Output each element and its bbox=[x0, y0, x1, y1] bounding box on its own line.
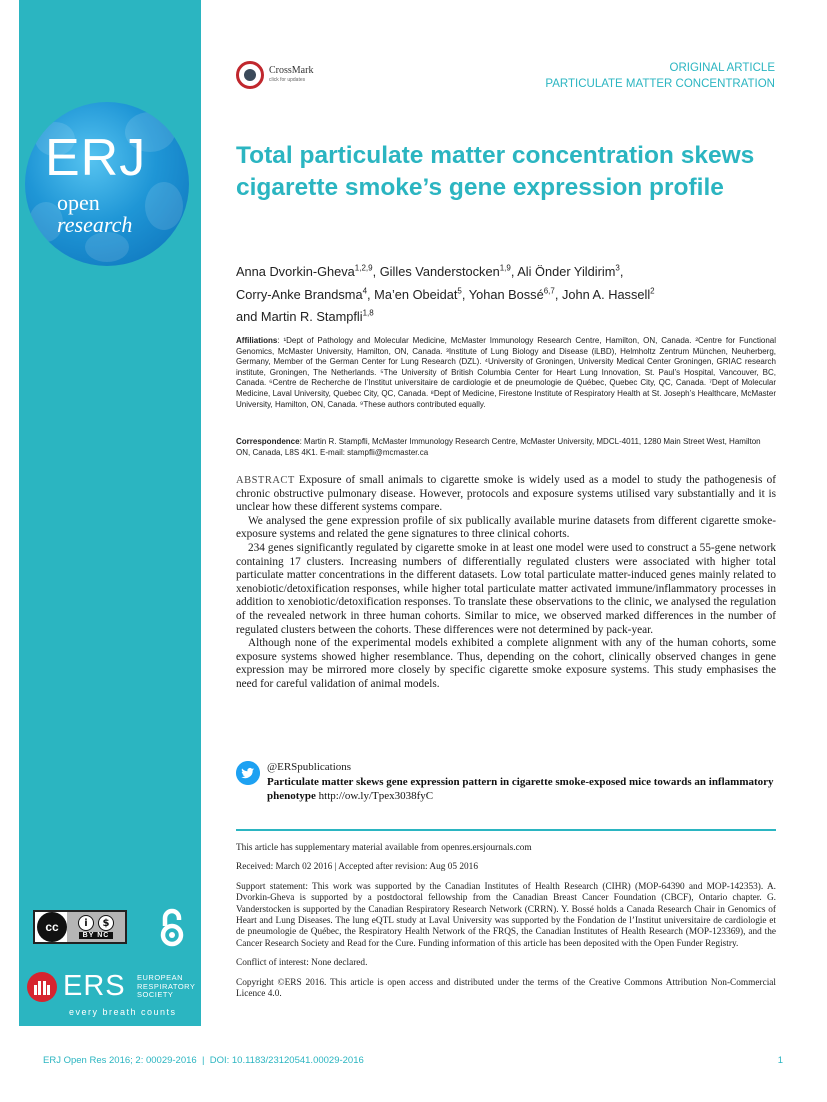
logo-erj-text: ERJ bbox=[45, 129, 147, 187]
abstract-label: ABSTRACT bbox=[236, 475, 295, 486]
abstract-paragraph: 234 genes significantly regulated by cigarette smoke in at least one model were used to construct a 55-gene network containing 17 clusters. Increasing numbers of differentially regulated clusters were associated with higher total particulate matter concentrations in the different datasets. Low total particulate matter-induced genes mainly related to xenobiotic/detoxification responses, while higher total particulate matter activated immune/inflammatory processes in addition to xenobiotic/detoxification responses. To translate these observations to the clinic, we analysed the regulation of the revealed network in three human cohorts. Similar to mice, we observed marked differences in the number of regulated clusters between the cohorts. These differences were not determined by pack-year. bbox=[236, 541, 776, 636]
received-dates: Received: March 02 2016 | Accepted after revision: Aug 05 2016 bbox=[236, 862, 478, 873]
correspondence-text: : Martin R. Stampfli, McMaster Immunology Research Centre, McMaster University, MDCL-4011, 1280 Main Street West, Hamilton ON, Canada, L8S 4K1. E-mail: stampfli@mcmaster.ca bbox=[236, 437, 761, 457]
article-type-line2: PARTICULATE MATTER CONCENTRATION bbox=[545, 78, 775, 90]
affiliations bbox=[236, 336, 776, 410]
correspondence bbox=[236, 437, 776, 458]
article-title: Total particulate matter concentration skews cigarette smoke’s gene expression profile bbox=[236, 142, 755, 201]
copyright: Copyright ©ERS 2016. This article is open access and distributed under the terms of the Creative Commons Attribution Non-Commercial Licence 4.0. bbox=[236, 977, 776, 1000]
cc-icon: cc bbox=[37, 912, 67, 942]
abstract bbox=[236, 474, 776, 692]
supplementary-note: This article has supplementary material available from openres.ersjournals.com bbox=[236, 843, 532, 853]
crossmark-badge[interactable] bbox=[236, 61, 326, 91]
attribution-icon: i bbox=[78, 915, 94, 931]
ers-society-name: EUROPEAN RESPIRATORY SOCIETY bbox=[137, 973, 196, 999]
ers-lungs-icon bbox=[27, 972, 57, 1002]
article-type bbox=[545, 60, 775, 92]
conflict-of-interest: Conflict of interest: None declared. bbox=[236, 958, 368, 969]
crossmark-sub: click for updates bbox=[269, 77, 306, 83]
author: Yohan Bossé$^{6,7}$, bbox=[468, 286, 562, 302]
author: Ma’en Obeidat$^5$, bbox=[374, 286, 469, 302]
page-number: 1 bbox=[777, 1055, 783, 1066]
ers-logo[interactable] bbox=[27, 970, 195, 1020]
author: John A. Hassell$^2$ bbox=[561, 286, 655, 302]
article-type-line1: ORIGINAL ARTICLE bbox=[669, 62, 775, 74]
author: and Martin R. Stampfli$^{1,8}$ bbox=[236, 308, 374, 324]
cc-by-nc-label: BY NC bbox=[79, 932, 114, 939]
abstract-paragraph: Although none of the experimental models exhibited a complete alignment with any of the human cohorts, some exposure systems showed higher resemblance. Thus, depending on the cohort, clinically observed changes in gene expression may be mirrored more closely by specific cigarette smoke exposure systems. This study emphasises the need for careful validation of animal models. bbox=[236, 637, 776, 690]
tweet-handle[interactable]: @ERSpublications bbox=[267, 761, 352, 773]
logo-research-text: research bbox=[57, 212, 133, 237]
tweet-block bbox=[236, 761, 776, 807]
abstract-paragraph: We analysed the gene expression profile of six publically available murine datasets from different cigarette smoke-exposure systems and related the gene signatures to three clinical cohorts. bbox=[236, 514, 776, 541]
crossmark-icon bbox=[236, 61, 264, 89]
affiliations-text: : ¹Dept of Pathology and Molecular Medicine, McMaster Immunology Research Centre, Hamilton, ON, Canada. ²Centre for Functional Genomics, McMaster University, Hamilton, ON, Canada. ³Institute of Lung Biology and Disease (iLBD), Helmholtz Zentrum München, Neuherberg, Germany, Member of the German Center for Lung Research (DZL). ⁴University of Groningen, University Medical Center Groningen, GRIAC research institute, Groningen, The Netherlands. ⁵The University of British Columbia Center for Heart Lung Innovation, St. Paul’s Hospital, Vancouver, BC, Canada. ⁶Centre de Recherche de l’Institut universitaire de cardiologie et de pneumologie de Québec, Quebec City, QC, Canada. ⁷Dept of Molecular Medicine, Laval University, Quebec City, QC, Canada. ⁸Dept of Medicine, Firestone Institute of Respiratory Health at St. Joseph’s Healthcare, McMaster University, Hamilton, ON, Canada. ⁹These authors contributed equally. bbox=[236, 336, 776, 409]
noncommercial-icon: $ bbox=[98, 915, 114, 931]
tweet-text: Particulate matter skews gene expression pattern in cigarette smoke-exposed mice towards an inflammatory phenotype http://ow.ly/Tpex3038fyC bbox=[267, 776, 774, 802]
logo-open-text: open bbox=[57, 190, 100, 215]
citation-doi[interactable]: ERJ Open Res 2016; 2: 00029-2016 | DOI: 10.1183/23120541.00029-2016 bbox=[43, 1055, 364, 1066]
cc-license-badge[interactable] bbox=[33, 910, 127, 944]
author: Gilles Vanderstocken$^{1,9}$, bbox=[379, 264, 518, 280]
support-statement: Support statement: This work was supported by the Canadian Institutes of Health Research (CIHR) (MOP-64390 and MOP-142353). A. Dvorkin-Gheva is supported by a postdoctoral fellowship from the Canadian Breast Cancer Foundation (CBCF), Ontario chapter. G. Vanderstocken is supported by the Canadian Respiratory Research Network (CRRN). Y. Bossé holds a Canada Research Chair in Genomics of Heart and Lung Diseases. The lung eQTL study at Laval University was supported by the Fondation de l’Institut universitaire de cardiologie et de pneumologie de Québec, the Respiratory Health Network of the FRQS, the Canadian Institutes of Health Research (MOP-123369), and the Cancer Research Society and Read for the Cure. Funding information of this article has been deposited with the Open Funder Registry. bbox=[236, 881, 776, 949]
ers-tagline: every breath counts bbox=[69, 1007, 177, 1017]
ers-name: ERS bbox=[63, 970, 126, 1002]
crossmark-label: CrossMark bbox=[269, 65, 314, 76]
author: Anna Dvorkin-Gheva$^{1,2,9}$, bbox=[236, 264, 380, 280]
abstract-paragraph: ABSTRACT Exposure of small animals to cigarette smoke is widely used as a model to study the pathogenesis of chronic obstructive pulmonary disease. However, protocols and exposure systems utilised vary substantially and it is unclear how these different systems compare. bbox=[236, 474, 776, 514]
tweet-link[interactable]: http://ow.ly/Tpex3038fyC bbox=[318, 790, 434, 802]
affiliations-label: Affiliations bbox=[236, 336, 278, 345]
page-footer bbox=[43, 1055, 783, 1066]
author: Corry-Anke Brandsma$^4$, bbox=[236, 286, 375, 302]
correspondence-label: Correspondence bbox=[236, 437, 300, 446]
author: Ali Önder Yildirim$^3$, bbox=[517, 264, 624, 280]
journal-sidebar bbox=[19, 0, 201, 1026]
article-footnotes bbox=[236, 843, 776, 1008]
twitter-icon[interactable] bbox=[236, 761, 260, 785]
open-access-icon bbox=[159, 908, 185, 948]
section-divider bbox=[236, 829, 776, 831]
erj-open-research-logo[interactable] bbox=[25, 102, 189, 266]
author-list bbox=[236, 259, 776, 326]
